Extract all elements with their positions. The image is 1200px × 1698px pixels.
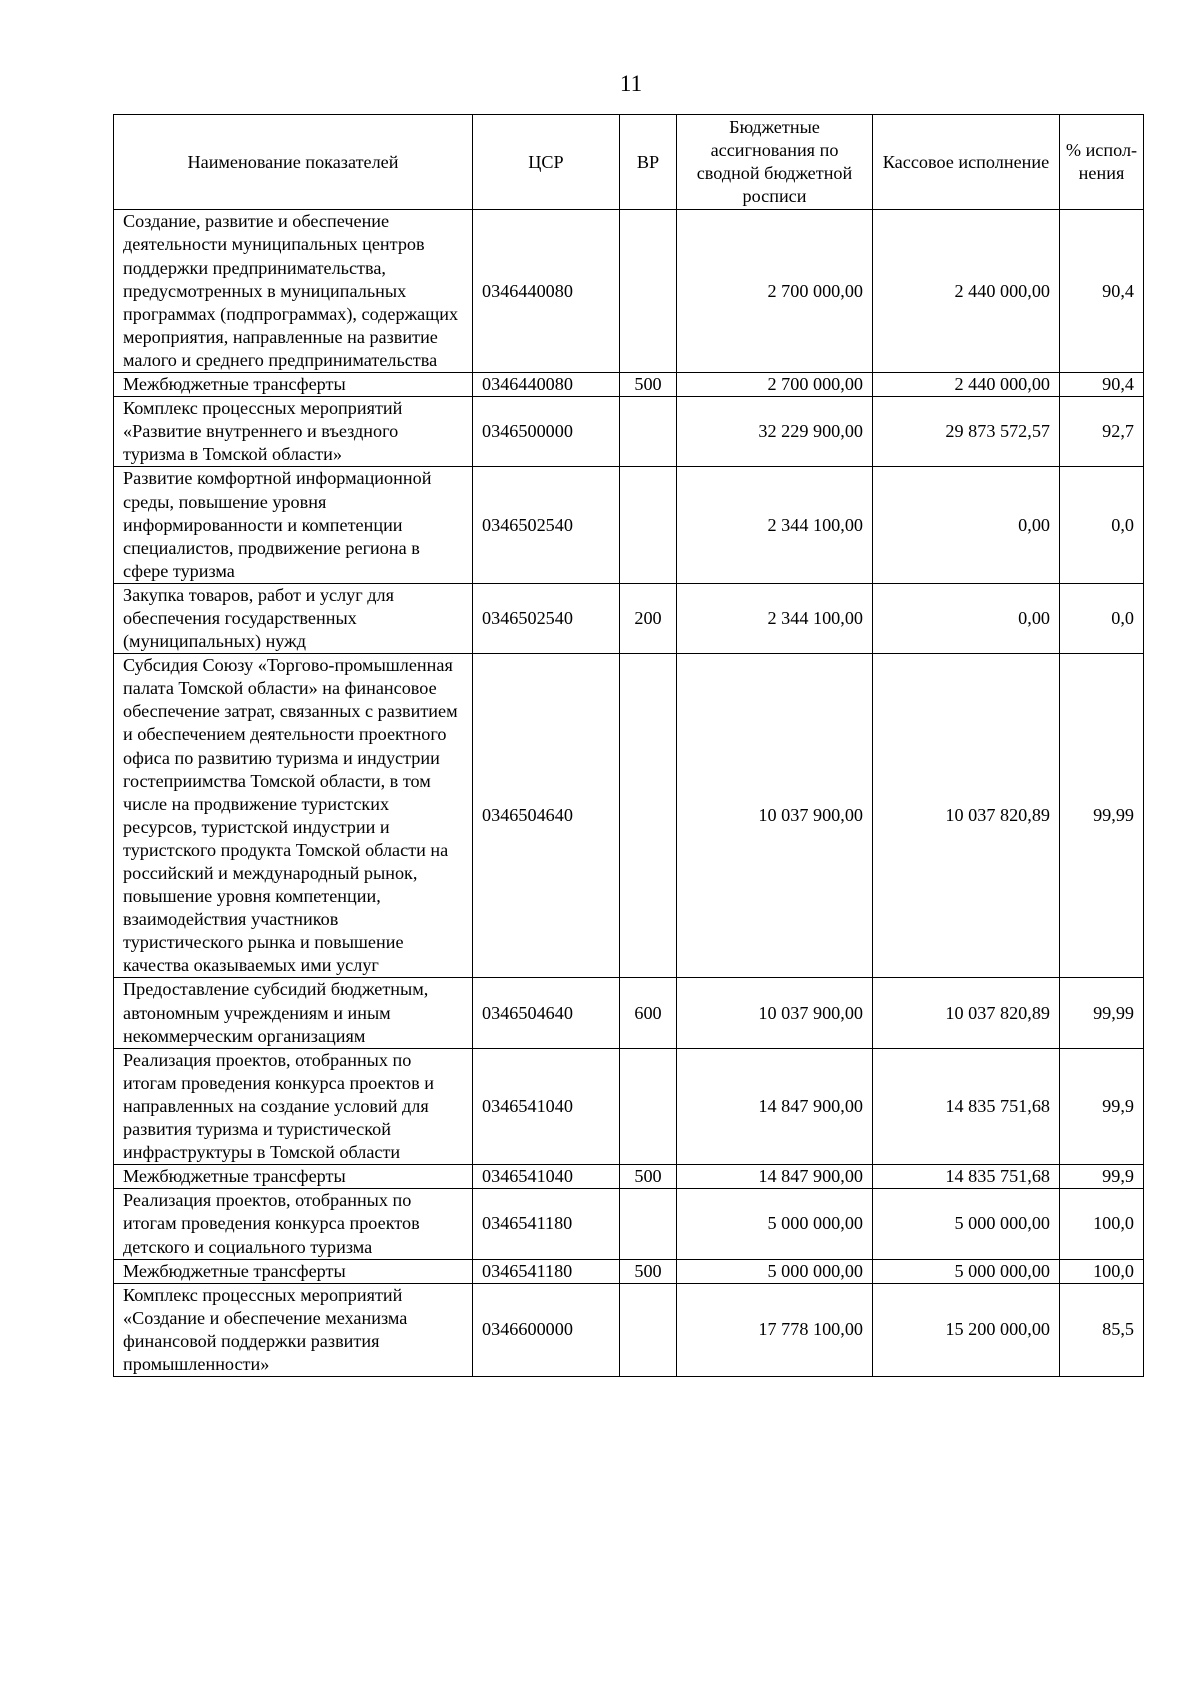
- row-indicator-name: Комплекс процессных мероприятий «Создание и обеспечение механизма финансовой поддержки развития промышленности»: [114, 1283, 473, 1376]
- row-csr: 0346541180: [473, 1189, 620, 1259]
- row-vr: [620, 467, 677, 583]
- row-indicator-name: Реализация проектов, отобранных по итогам проведения конкурса проектов и направленных на создание условий для развития туризма и туристической инфраструктуры в Томской области: [114, 1048, 473, 1164]
- table-row: [114, 210, 1144, 373]
- row-budget: 32 229 900,00: [677, 397, 873, 467]
- row-budget: 5 000 000,00: [677, 1189, 873, 1259]
- row-vr: [620, 397, 677, 467]
- row-indicator-name: Предоставление субсидий бюджетным, автономным учреждениям и иным некоммерческим организациям: [114, 978, 473, 1048]
- row-csr: 0346440080: [473, 210, 620, 373]
- table-row: [114, 373, 1144, 397]
- row-percent: 90,4: [1060, 210, 1144, 373]
- header-csr: ЦСР: [473, 115, 620, 210]
- page-number: 11: [619, 71, 643, 96]
- table-row: [114, 397, 1144, 467]
- row-cash: 14 835 751,68: [873, 1048, 1060, 1164]
- row-vr: [620, 1189, 677, 1259]
- row-budget: 10 037 900,00: [677, 978, 873, 1048]
- row-percent: 100,0: [1060, 1259, 1144, 1283]
- row-vr: 500: [620, 373, 677, 397]
- row-budget: 2 344 100,00: [677, 467, 873, 583]
- header-budget-allocations: Бюджетные ассигнования по сводной бюджетной росписи: [677, 115, 873, 210]
- row-csr: 0346504640: [473, 654, 620, 978]
- row-csr: 0346541040: [473, 1048, 620, 1164]
- row-cash: 14 835 751,68: [873, 1165, 1060, 1189]
- table-header-row: [114, 115, 1144, 210]
- row-budget: 5 000 000,00: [677, 1259, 873, 1283]
- row-indicator-name: Межбюджетные трансферты: [114, 373, 473, 397]
- row-vr: 500: [620, 1165, 677, 1189]
- row-vr: [620, 1283, 677, 1376]
- row-indicator-name: Закупка товаров, работ и услуг для обеспечения государственных (муниципальных) нужд: [114, 583, 473, 653]
- row-percent: 0,0: [1060, 583, 1144, 653]
- row-csr: 0346541040: [473, 1165, 620, 1189]
- table-row: [114, 1048, 1144, 1164]
- row-cash: 0,00: [873, 583, 1060, 653]
- row-budget: 2 344 100,00: [677, 583, 873, 653]
- row-percent: 85,5: [1060, 1283, 1144, 1376]
- table-row: [114, 1259, 1144, 1283]
- row-vr: [620, 210, 677, 373]
- table-row: [114, 1283, 1144, 1376]
- row-percent: 99,99: [1060, 978, 1144, 1048]
- row-csr: 0346440080: [473, 373, 620, 397]
- row-vr: [620, 654, 677, 978]
- table-row: [114, 978, 1144, 1048]
- row-indicator-name: Создание, развитие и обеспечение деятельности муниципальных центров поддержки предпринимательства, предусмотренных в муниципальных программах (подпрограммах), содержащих мероприятия, направленные на развитие малого и среднего предпринимательства: [114, 210, 473, 373]
- row-percent: 99,9: [1060, 1165, 1144, 1189]
- row-indicator-name: Комплекс процессных мероприятий «Развитие внутреннего и въездного туризма в Томской области»: [114, 397, 473, 467]
- header-cash-execution: Кассовое исполнение: [873, 115, 1060, 210]
- table-row: [114, 1189, 1144, 1259]
- row-csr: 0346541180: [473, 1259, 620, 1283]
- row-csr: 0346502540: [473, 583, 620, 653]
- row-indicator-name: Реализация проектов, отобранных по итогам проведения конкурса проектов детского и социального туризма: [114, 1189, 473, 1259]
- row-indicator-name: Субсидия Союзу «Торгово-промышленная палата Томской области» на финансовое обеспечение затрат, связанных с развитием и обеспечением деятельности проектного офиса по развитию туризма и индустрии гостеприимства Томской области, в том числе на продвижение туристских ресурсов, туристской индустрии и туристского продукта Томской области на российский и международный рынок, повышение уровня компетенции, взаимодействия участников туристического рынка и повышение качества оказываемых ими услуг: [114, 654, 473, 978]
- header-vr: ВР: [620, 115, 677, 210]
- row-vr: [620, 1048, 677, 1164]
- table-row: [114, 654, 1144, 978]
- row-percent: 99,99: [1060, 654, 1144, 978]
- row-percent: 90,4: [1060, 373, 1144, 397]
- header-indicator-name: Наименование показателей: [114, 115, 473, 210]
- budget-execution-table: [113, 114, 1144, 1377]
- row-budget: 14 847 900,00: [677, 1165, 873, 1189]
- row-percent: 99,9: [1060, 1048, 1144, 1164]
- row-csr: 0346600000: [473, 1283, 620, 1376]
- row-vr: 500: [620, 1259, 677, 1283]
- row-budget: 10 037 900,00: [677, 654, 873, 978]
- row-percent: 92,7: [1060, 397, 1144, 467]
- row-cash: 5 000 000,00: [873, 1259, 1060, 1283]
- table-row: [114, 467, 1144, 583]
- table-row: [114, 583, 1144, 653]
- row-budget: 14 847 900,00: [677, 1048, 873, 1164]
- row-cash: 29 873 572,57: [873, 397, 1060, 467]
- table-row: [114, 1165, 1144, 1189]
- row-vr: 600: [620, 978, 677, 1048]
- row-indicator-name: Развитие комфортной информационной среды, повышение уровня информированности и компетенции специалистов, продвижение региона в сфере туризма: [114, 467, 473, 583]
- row-cash: 2 440 000,00: [873, 210, 1060, 373]
- row-budget: 2 700 000,00: [677, 373, 873, 397]
- header-percent-execution: % испол-нения: [1060, 115, 1144, 210]
- row-budget: 2 700 000,00: [677, 210, 873, 373]
- row-cash: 5 000 000,00: [873, 1189, 1060, 1259]
- row-vr: 200: [620, 583, 677, 653]
- row-cash: 0,00: [873, 467, 1060, 583]
- row-cash: 10 037 820,89: [873, 978, 1060, 1048]
- row-budget: 17 778 100,00: [677, 1283, 873, 1376]
- row-cash: 15 200 000,00: [873, 1283, 1060, 1376]
- row-indicator-name: Межбюджетные трансферты: [114, 1165, 473, 1189]
- row-cash: 2 440 000,00: [873, 373, 1060, 397]
- row-csr: 0346504640: [473, 978, 620, 1048]
- row-csr: 0346502540: [473, 467, 620, 583]
- row-percent: 100,0: [1060, 1189, 1144, 1259]
- row-cash: 10 037 820,89: [873, 654, 1060, 978]
- row-percent: 0,0: [1060, 467, 1144, 583]
- row-csr: 0346500000: [473, 397, 620, 467]
- row-indicator-name: Межбюджетные трансферты: [114, 1259, 473, 1283]
